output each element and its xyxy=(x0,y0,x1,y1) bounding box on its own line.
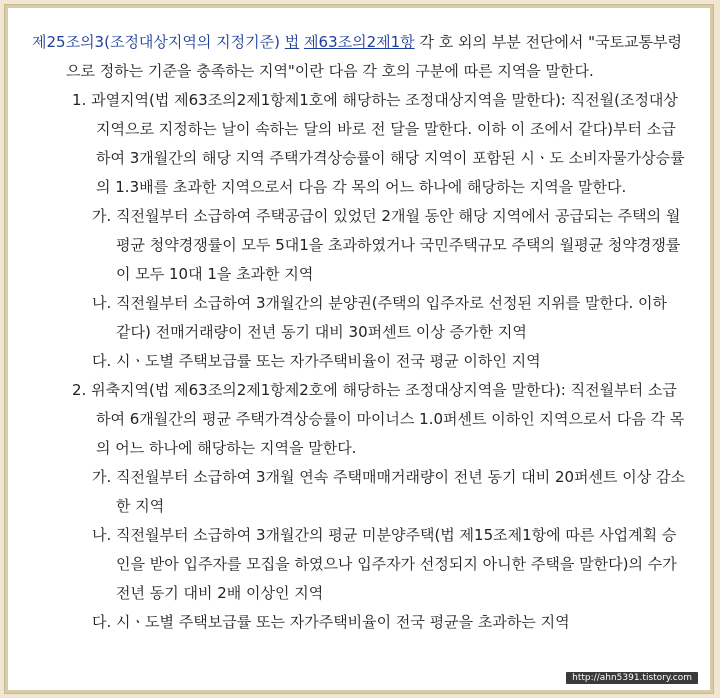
item-2-sub-na: 나. 직전월부터 소급하여 3개월간의 평균 미분양주택(법 제15조제1항에 따른 사업계획 승인을 받아 입주자를 모집을 하였으나 입주자가 선정되지 아니한 주택을 말한다)의 수가 전년 동기 대비 2배 이상인 지역 xyxy=(92,526,677,602)
article-body xyxy=(32,28,686,637)
article-heading xyxy=(32,28,686,86)
item-1-sub-ga: 가. 직전월부터 소급하여 주택공급이 있었던 2개월 동안 해당 지역에서 공급되는 주택의 월평균 청약경쟁률이 모두 5대1을 초과하였거나 국민주택규모 주택의 월평균 청약경쟁률이 모두 10대 1을 초과한 지역 xyxy=(92,207,681,283)
item-2-sub-ga: 가. 직전월부터 소급하여 3개월 연속 주택매매거래량이 전년 동기 대비 20퍼센트 이상 감소한 지역 xyxy=(92,468,686,515)
article-intro: 각 호 외의 부분 전단에서 "국토교통부령으로 정하는 기준을 충족하는 지역"이란 다음 각 호의 구분에 따른 지역을 말한다. xyxy=(66,33,683,80)
item-1-sub-na: 나. 직전월부터 소급하여 3개월간의 분양권(주택의 입주자로 선정된 지위를 말한다. 이하 같다) 전매거래량이 전년 동기 대비 30퍼센트 이상 증가한 지역 xyxy=(92,294,667,341)
blog-watermark: http://ahn5391.tistory.com xyxy=(566,672,698,684)
article-title: 제25조의3(조정대상지역의 지정기준) xyxy=(32,33,280,51)
clause-link[interactable]: 제63조의2제1항 xyxy=(304,33,415,51)
item-2: 2. 위축지역(법 제63조의2제1항제2호에 해당하는 조정대상지역을 말한다): 직전월부터 소급하여 6개월간의 평균 주택가격상승률이 마이너스 1.0퍼센트 이하인 지역으로서 다음 각 목의 어느 하나에 해당하는 지역을 말한다. xyxy=(72,381,685,457)
law-link[interactable]: 법 xyxy=(284,33,300,51)
item-1: 1. 과열지역(법 제63조의2제1항제1호에 해당하는 조정대상지역을 말한다): 직전월(조정대상지역으로 지정하는 날이 속하는 달의 바로 전 달을 말한다. 이하 이 조에서 같다)부터 소급하여 3개월간의 해당 지역 주택가격상승률이 해당 지역이 포함된 시ㆍ도 소비자물가상승률의 1.3배를 초과한 지역으로서 다음 각 목의 어느 하나에 해당하는 지역을 말한다. xyxy=(72,91,685,196)
item-2-sub-da: 다. 시ㆍ도별 주택보급률 또는 자가주택비율이 전국 평균을 초과하는 지역 xyxy=(92,613,570,631)
item-1-sub-da: 다. 시ㆍ도별 주택보급률 또는 자가주택비율이 전국 평균 이하인 지역 xyxy=(92,352,541,370)
page-frame xyxy=(5,5,713,693)
